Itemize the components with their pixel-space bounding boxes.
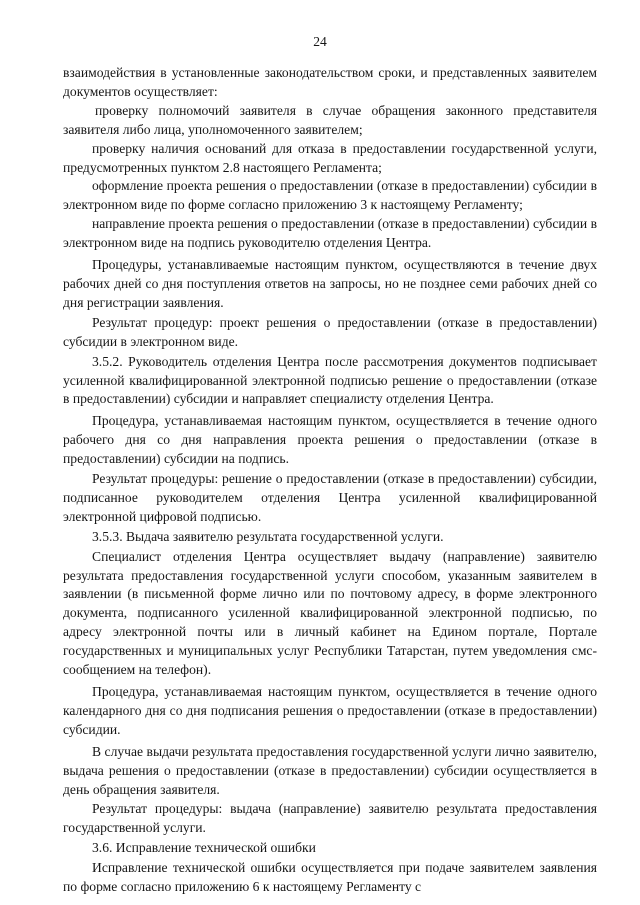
- paragraph-section-3-5-3: 3.5.3. Выдача заявителю результата государственной услуги.: [92, 528, 444, 544]
- paragraph-intro-continuation: взаимодействия в установленные законодательством сроки, и представленных заявителем документов осуществляет:: [63, 65, 597, 99]
- paragraph-technical-error-fix: Исправление технической ошибки осуществляется при подаче заявителем заявления по форме согласно приложению 6 к настоящему Регламенту с: [63, 860, 597, 895]
- paragraph-issue-result: Специалист отделения Центра осуществляет выдачу (направление) заявителю результата предоставления государственной услуги способом, указанным заявителем в заявлении (в письменной форме лично или по почтовому адресу, в форме электронного документа, подписанного усиленной квалифицированной электронной подписью, по адресу электронной почты или в личный кабинет на Едином портале, Портале государственных и муниципальных услуг Республики Татарстан, путем уведомления смс-сообщением на телефон).: [63, 548, 597, 678]
- paragraph-section-3-6-heading: 3.6. Исправление технической ошибки: [92, 840, 316, 856]
- paragraph-procedure-result-2: Результат процедуры: решение о предоставлении (отказе в предоставлении) субсидии, подписанное руководителем отделения Центра усиленной квалифицированной электронной цифровой подписью.: [63, 471, 597, 524]
- page-number: 24: [313, 34, 327, 49]
- paragraph-draft-decision: оформление проекта решения о предоставлении (отказе в предоставлении) субсидии в электронном виде по форме согласно приложению 3 к настоящему Регламенту;: [63, 178, 597, 213]
- paragraph-section-3-5-2: 3.5.2. Руководитель отделения Центра после рассмотрения документов подписывает усиленной квалифицированной электронной подписью решение о предоставлении (отказе в предоставлении) субсидии и направляет специалисту отделения Центра.: [63, 353, 597, 407]
- paragraph-send-for-signature: направление проекта решения о предоставлении (отказе в предоставлении) субсидии в электронном виде на подпись руководителю отделения Центра.: [63, 216, 597, 251]
- paragraph-check-authority: проверку полномочий заявителя в случае обращения законного представителя заявителя либо лица, уполномоченного заявителем;: [63, 102, 597, 137]
- paragraph-check-refusal-grounds: проверку наличия оснований для отказа в предоставлении государственной услуги, предусмотренных пунктом 2.8 настоящего Регламента;: [63, 140, 597, 175]
- paragraph-procedure-timing: Процедуры, устанавливаемые настоящим пунктом, осуществляются в течение двух рабочих дней со дня поступления ответов на запросы, но не позднее семи рабочих дней со дня регистрации заявления.: [63, 257, 597, 310]
- paragraph-procedure-result-3: Результат процедуры: выдача (направление) заявителю результата предоставления государственной услуги.: [63, 801, 597, 836]
- paragraph-procedure-result: Результат процедур: проект решения о предоставлении (отказе в предоставлении) субсидии в электронном виде.: [63, 314, 597, 349]
- paragraph-in-person-issue: В случае выдачи результата предоставления государственной услуги лично заявителю, выдача решения о предоставлении (отказе в предоставлении) субсидии осуществляется в день обращения заявителя.: [63, 743, 597, 797]
- paragraph-procedure-timing-3: Процедура, устанавливаемая настоящим пунктом, осуществляется в течение одного календарного дня со дня подписания решения о предоставлении (отказе в предоставлении) субсидии.: [63, 684, 597, 737]
- document-body: [63, 64, 597, 897]
- paragraph-procedure-timing-2: Процедура, устанавливаемая настоящим пунктом, осуществляется в течение одного рабочего дня со дня направления проекта решения о предоставлении (отказе в предоставлении) субсидии на подпись.: [63, 413, 597, 467]
